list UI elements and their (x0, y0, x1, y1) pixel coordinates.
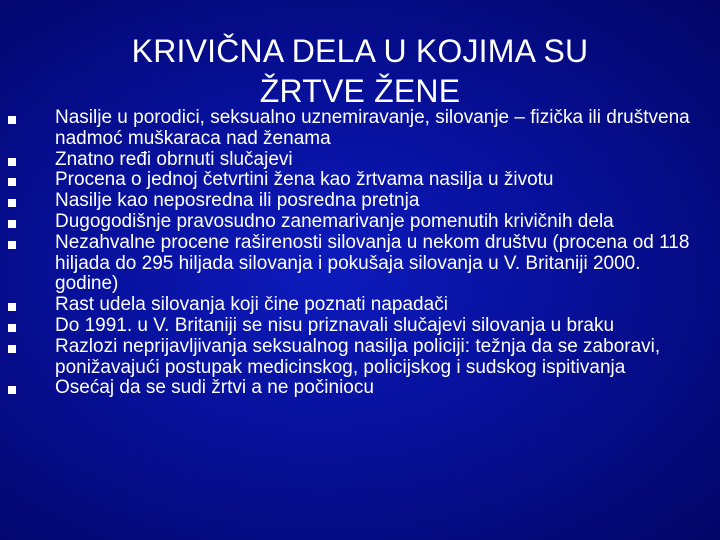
bullet-text: Procena o jednoj četvrtini žena kao žrtvama nasilja u životu (55, 169, 554, 191)
square-bullet-icon (8, 345, 16, 353)
bullet-list (0, 108, 720, 399)
square-bullet-icon (8, 178, 16, 186)
bullet-item-1 (0, 108, 720, 150)
square-bullet-icon (8, 158, 16, 166)
bullet-item-5 (0, 212, 720, 233)
bullet-text: Razlozi neprijavljivanja seksualnog nasilja policiji: težnja da se zaboravi, ponižavajući postupak medicinskog, policijskog i sudskog ispitivanja (55, 335, 661, 378)
bullet-text: Znatno ređi obrnuti slučajevi (55, 148, 293, 170)
square-bullet-icon (8, 220, 16, 228)
bullet-item-10 (0, 378, 720, 399)
square-bullet-icon (8, 303, 16, 311)
square-bullet-icon (8, 324, 16, 332)
bullet-text: Do 1991. u V. Britaniji se nisu priznavali slučajevi silovanja u braku (55, 314, 615, 336)
bullet-item-9 (0, 337, 720, 379)
slide-title (40, 31, 680, 111)
bullet-text: Dugogodišnje pravosudno zanemarivanje pomenutih krivičnih dela (55, 210, 614, 232)
bullet-item-3 (0, 170, 720, 191)
bullet-item-4 (0, 191, 720, 212)
bullet-item-8 (0, 316, 720, 337)
bullet-text: Nasilje kao neposredna ili posredna pretnja (55, 190, 420, 212)
square-bullet-icon (8, 116, 16, 124)
bullet-text: Nasilje u porodici, seksualno uznemiravanje, silovanje – fizička ili društvena nadmoć muškaraca nad ženama (55, 107, 690, 149)
bullet-text: Rast udela silovanja koji čine poznati napadači (55, 294, 448, 316)
bullet-item-2 (0, 150, 720, 171)
title-line-1: KRIVIČNA DELA U KOJIMA SU (131, 33, 589, 70)
square-bullet-icon (8, 241, 16, 249)
square-bullet-icon (8, 199, 16, 207)
square-bullet-icon (8, 386, 16, 394)
bullet-item-6 (0, 233, 720, 295)
bullet-text: Nezahvalne procene raširenosti silovanja u nekom društvu (procena od 118 hiljada do 295 hiljada silovanja i pokušaja silovanja u V. Britaniji 2000. godine) (55, 231, 690, 295)
bullet-text: Osećaj da se sudi žrtvi a ne počiniocu (55, 377, 374, 399)
title-line-2: ŽRTVE ŽENE (259, 73, 461, 110)
bullet-item-7 (0, 295, 720, 316)
